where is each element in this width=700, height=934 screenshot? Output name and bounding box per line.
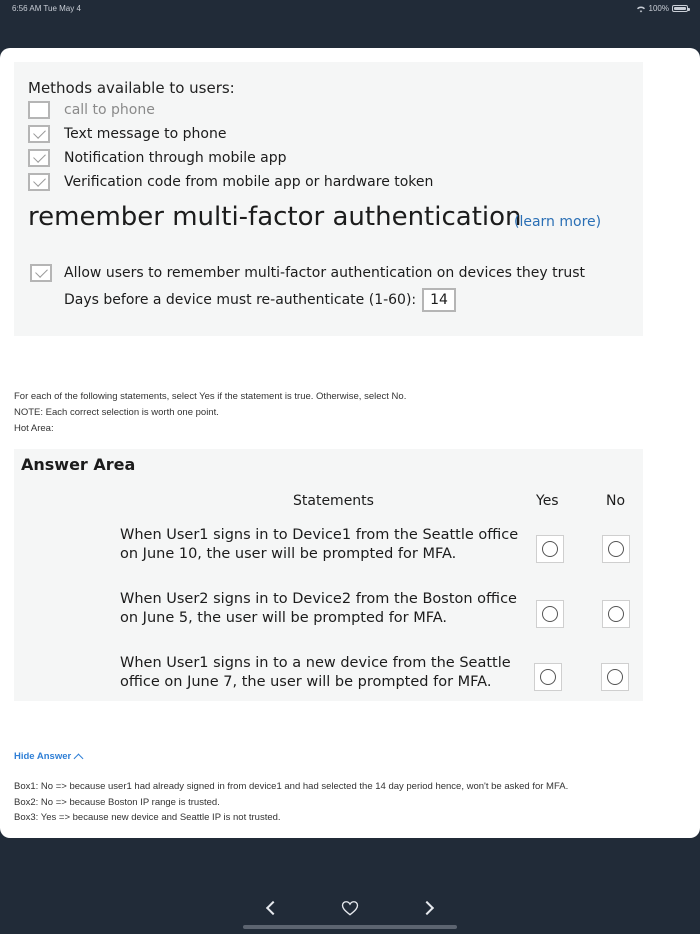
radio-circle-icon xyxy=(540,669,556,685)
heart-icon[interactable] xyxy=(340,898,360,918)
checkbox-checked xyxy=(28,173,50,191)
radio-circle-icon xyxy=(608,606,624,622)
answer-area-screenshot xyxy=(14,449,643,701)
method-label: call to phone xyxy=(64,102,155,118)
checkbox-checked xyxy=(30,264,52,282)
hide-answer-label: Hide Answer xyxy=(14,751,72,762)
radio-circle-icon xyxy=(542,606,558,622)
chevron-left-icon[interactable] xyxy=(266,901,280,915)
statement-1-yes-radio[interactable] xyxy=(536,535,564,563)
statement-line: When User1 signs in to a new device from the Seattle xyxy=(120,655,511,671)
hot-area-label: Hot Area: xyxy=(14,423,54,434)
checkbox-unchecked xyxy=(28,101,50,119)
instruction-line: For each of the following statements, select Yes if the statement is true. Otherwise, select No. xyxy=(14,391,407,402)
method-text-message xyxy=(28,125,226,143)
methods-heading: Methods available to users: xyxy=(28,79,235,97)
statement-line: office on June 7, the user will be prompted for MFA. xyxy=(120,674,492,690)
wifi-icon xyxy=(636,5,646,13)
statement-2-yes-radio[interactable] xyxy=(536,600,564,628)
radio-circle-icon xyxy=(607,669,623,685)
statement-2 xyxy=(120,590,520,628)
method-label: Notification through mobile app xyxy=(64,150,287,166)
no-header: No xyxy=(606,493,626,509)
days-value-box: 14 xyxy=(422,288,456,312)
statement-1-no-radio[interactable] xyxy=(602,535,630,563)
status-bar xyxy=(0,0,700,18)
answer-explanation xyxy=(14,779,568,826)
answer-line: Box3: Yes => because new device and Seattle IP is not trusted. xyxy=(14,812,281,823)
statement-3 xyxy=(120,654,520,692)
answer-line: Box1: No => because user1 had already signed in from device1 and had selected the 14 day period hence, won't be asked for MFA. xyxy=(14,781,569,792)
mfa-settings-screenshot xyxy=(14,62,643,336)
remember-mfa-title: remember multi-factor authentication xyxy=(28,202,522,232)
question-instructions xyxy=(14,389,406,437)
method-verification-code xyxy=(28,173,433,191)
method-notification xyxy=(28,149,287,167)
statements-header: Statements xyxy=(293,493,374,509)
statement-3-no-radio[interactable] xyxy=(601,663,629,691)
radio-circle-icon xyxy=(608,541,624,557)
days-label: Days before a device must re-authenticate (1-60): xyxy=(64,292,417,308)
statement-line: on June 5, the user will be prompted for MFA. xyxy=(120,610,448,626)
chevron-up-icon xyxy=(74,754,84,764)
method-call-to-phone xyxy=(28,101,155,119)
status-right xyxy=(636,4,688,13)
remember-label: Allow users to remember multi-factor authentication on devices they trust xyxy=(64,265,586,281)
radio-circle-icon xyxy=(542,541,558,557)
note-line: NOTE: Each correct selection is worth one point. xyxy=(14,407,219,418)
statement-line: When User2 signs in to Device2 from the Boston office xyxy=(120,591,517,607)
days-before-reauth xyxy=(64,288,456,312)
answer-line: Box2: No => because Boston IP range is trusted. xyxy=(14,796,220,808)
statement-1 xyxy=(120,526,520,564)
statement-line: on June 10, the user will be prompted for MFA. xyxy=(120,546,457,562)
bottom-navigation xyxy=(0,895,700,925)
method-label: Verification code from mobile app or hardware token xyxy=(64,174,434,190)
yes-header: Yes xyxy=(536,493,559,509)
statement-2-no-radio[interactable] xyxy=(602,600,630,628)
question-card xyxy=(0,48,700,838)
checkbox-checked xyxy=(28,125,50,143)
battery-icon xyxy=(672,5,688,12)
status-time: 6:56 AM Tue May 4 xyxy=(12,4,81,13)
statement-3-yes-radio[interactable] xyxy=(534,663,562,691)
battery-percent: 100% xyxy=(648,4,669,13)
home-indicator xyxy=(243,925,457,929)
checkbox-checked xyxy=(28,149,50,167)
remember-mfa-option xyxy=(30,264,585,282)
chevron-right-icon[interactable] xyxy=(420,901,434,915)
answer-area-title: Answer Area xyxy=(21,455,136,474)
statement-line: When User1 signs in to Device1 from the Seattle office xyxy=(120,527,519,543)
learn-more-link: (learn more) xyxy=(514,214,602,230)
hide-answer-button[interactable] xyxy=(14,751,82,762)
method-label: Text message to phone xyxy=(64,126,227,142)
